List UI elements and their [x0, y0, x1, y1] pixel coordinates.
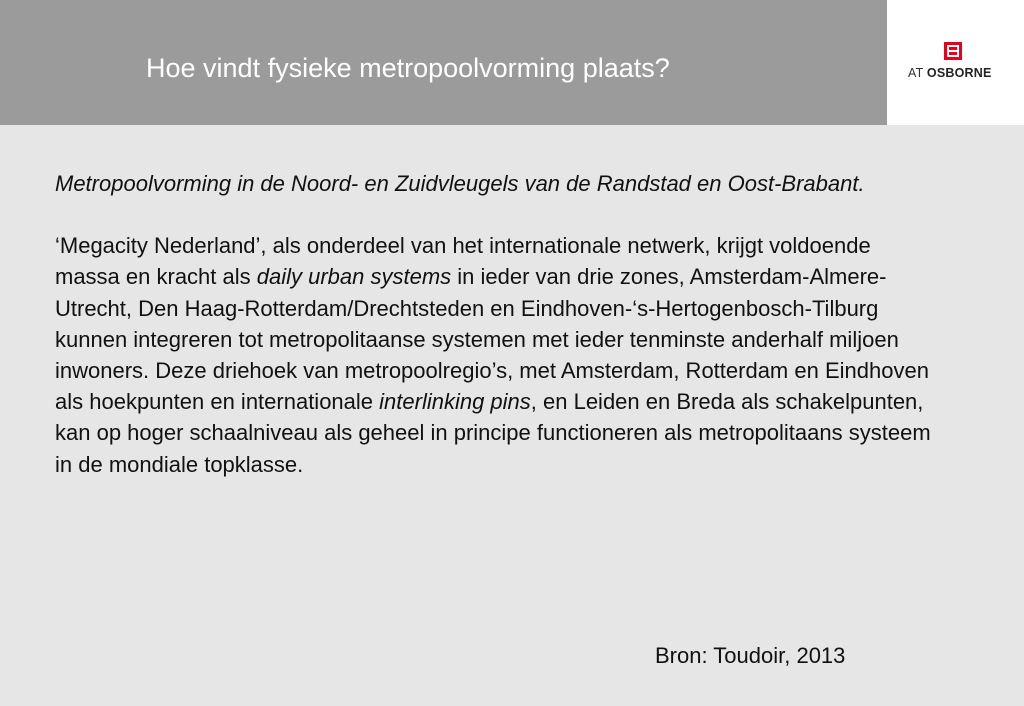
- content-area: [55, 168, 935, 480]
- lead-paragraph: Metropoolvorming in de Noord- en Zuidvleugels van de Randstad en Oost-Brabant.: [55, 171, 865, 196]
- page-title: Hoe vindt fysieke metropoolvorming plaats?: [146, 53, 670, 83]
- logo-name: OSBORNE: [926, 66, 992, 80]
- source-citation: Bron: Toudoir, 2013: [655, 643, 846, 668]
- at-osborne-logo-icon: [944, 42, 962, 60]
- body-text-part-2: in ieder van drie zones, Amsterdam-Almere-Utrecht, Den Haag-Rotterdam/Drechtsteden en Eindhoven-‘s-Hertogenbosch-Tilburg kunnen integreren tot metropolitaanse systemen met ieder tenminste anderhalf miljoen inwoners. Deze driehoek van metropoolregio’s, met Amsterdam, Rotterdam en Eindhoven als hoekpunten en internationale: [55, 264, 929, 415]
- body-emphasis-2: interlinking pins: [379, 389, 531, 415]
- logo-wordmark: [908, 66, 992, 80]
- body-text-part-1: ‘Megacity Nederland’, als onderdeel van het internationale netwerk, krijgt voldoende massa en kracht als: [55, 233, 871, 290]
- body-emphasis-1: daily urban systems: [256, 264, 452, 290]
- logo-panel: [887, 0, 1024, 125]
- body-paragraph: [55, 230, 935, 480]
- logo-prefix: AT: [908, 66, 924, 80]
- title-bar: [0, 0, 887, 125]
- body-text-part-3: , en Leiden en Breda als schakelpunten, kan op hoger schaalniveau als geheel in principe functioneren als metropolitaans systeem in de mondiale topklasse.: [55, 389, 931, 477]
